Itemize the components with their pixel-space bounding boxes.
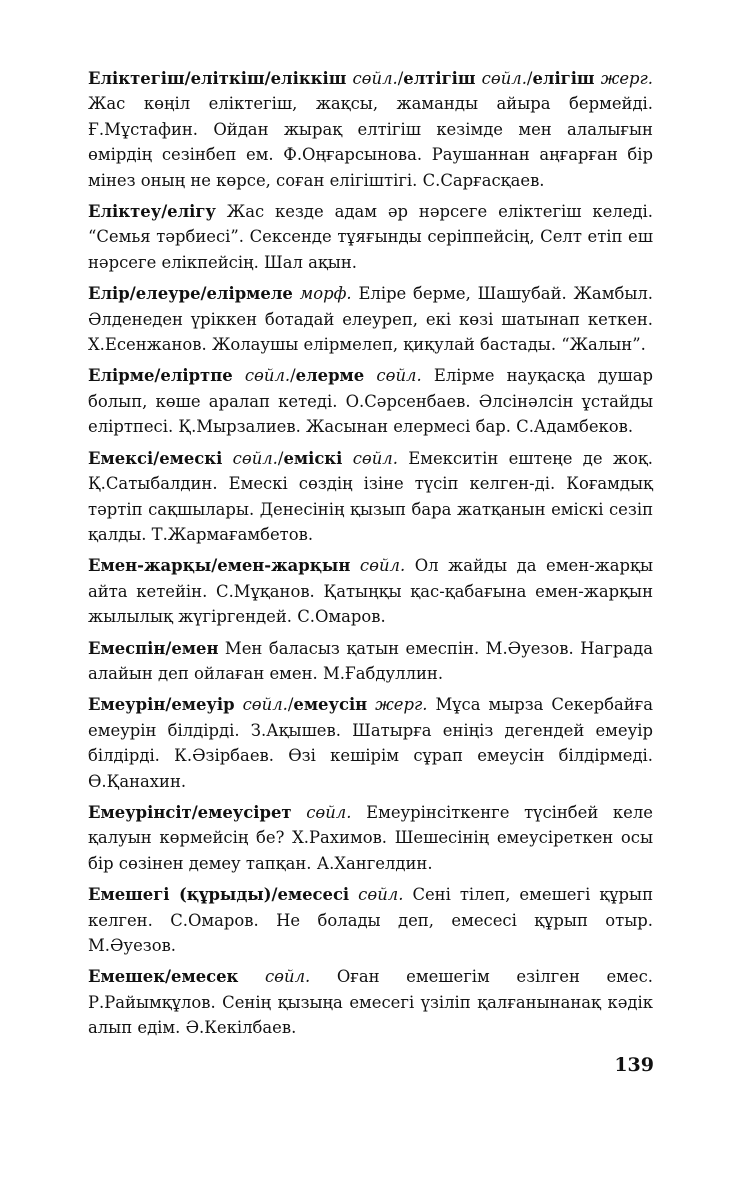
dictionary-entry	[88, 363, 653, 439]
dictionary-entry	[88, 882, 653, 958]
entry-text: /	[397, 69, 404, 88]
dictionary-entry	[88, 446, 653, 548]
usage-marker: сөйл.	[376, 366, 422, 386]
usage-marker: сөйл.	[242, 695, 288, 715]
headword: Еліктеу/елігу	[88, 202, 216, 222]
entry-text: Сені тілеп, емешегі құрып келген. С.Омаров. Не болады деп, емесесі құрып отыр. М.Әуезов.	[88, 885, 653, 955]
entry-text: /	[526, 69, 533, 88]
usage-marker: сөйл.	[481, 69, 527, 88]
dictionary-entry	[88, 636, 653, 687]
entry-text	[293, 284, 300, 303]
dictionary-entry	[88, 281, 653, 357]
dictionary-entry	[88, 800, 653, 876]
headword: елтігіш	[403, 69, 476, 88]
entry-text: Жас кезде адам әр нәрсеге еліктегіш келеді. “Семья тәрбиесі”. Сексенде тұяғынды серіппейсің, Селт етіп еш нәрсеге елікпейсің. Шал ақын.	[88, 202, 653, 272]
headword: Емеурінсіт/емеусірет	[88, 802, 292, 822]
headword: Емешегі (құрыды)/емесесі	[88, 885, 350, 905]
entry-text: Оған емешегім езілген емес. Р.Райымқұлов. Сенің қызыңа емесегі үзіліп қалғанынанақ кәдік алып едім. Ә.Кекілбаев.	[88, 967, 653, 1038]
dictionary-entry	[88, 553, 653, 629]
usage-marker: сөйл.	[358, 885, 404, 905]
usage-marker: сөйл.	[244, 366, 291, 386]
usage-marker: сөйл.	[264, 967, 311, 987]
headword: елерме	[295, 366, 365, 386]
entry-text: /	[277, 448, 284, 468]
entry-text	[364, 366, 376, 385]
headword: Емешек/емесек	[88, 967, 239, 987]
entry-text	[222, 449, 232, 468]
entry-text: /	[290, 366, 296, 386]
usage-marker: жерг.	[600, 69, 654, 88]
dictionary-entry	[88, 199, 653, 275]
usage-marker: сөйл.	[352, 448, 398, 468]
entry-text: Мұса мырза Секербайға емеурін білдірді. З.Ақышев. Шатырға еніңіз дегендей емеуір білдірді. К.Әзірбаев. Өзі кешірім сұрап емеусін білдірмеді. Ө.Қанахин.	[88, 695, 654, 791]
usage-marker: сөйл.	[306, 802, 352, 822]
usage-marker: морф.	[299, 284, 352, 304]
usage-marker: сөйл.	[352, 69, 398, 88]
entry-text	[367, 695, 375, 714]
entry-text	[350, 556, 360, 575]
entry-text	[235, 695, 243, 714]
headword: Еліктегіш/еліткіш/еліккіш	[88, 69, 347, 88]
page-number: 139	[614, 1054, 654, 1076]
headword: Елірме/еліртпе	[88, 366, 233, 386]
headword: Емен-жарқы/емен-жарқын	[88, 556, 351, 576]
entry-text	[233, 366, 245, 385]
entry-text	[292, 803, 307, 822]
headword: еміскі	[283, 448, 343, 468]
entry-text	[342, 449, 352, 468]
headword: елігіш	[532, 69, 595, 88]
headword: Емексі/емескі	[88, 448, 223, 468]
entry-text: Жас көңіл еліктегіш, жақсы, жаманды айыра бермейді. Ғ.Мұстафин. Ойдан жырақ елтігіш кезімде мен алалығын өмірдің сезінбеп ем. Ф.Оңғарсынова. Раушаннан аңғарған бір мінез оның не көрсе, соған елігіштігі. С.Сарғасқаев.	[88, 94, 653, 190]
usage-marker: сөйл.	[359, 556, 406, 576]
entry-text: Мен баласыз қатын емеспін. М.Әуезов. Наградa алайын деп ойлаған емен. М.Ғабдуллин.	[88, 638, 653, 683]
dictionary-entry	[88, 66, 653, 193]
entry-text: Емекситін ештеңе де жоқ. Қ.Сатыбалдин. Емескі сөздің ізіне түсіп келген-ді. Коғамдық тәртіп сақшылары. Денесінің қызып бара жатқанын еміскі сезіп қалды. Т.Жармағамбетов.	[88, 448, 653, 544]
usage-marker: жерг.	[375, 695, 428, 715]
entry-text	[238, 967, 265, 986]
headword: Емеурін/емеуір	[88, 695, 235, 715]
headword: Емеспін/емен	[88, 638, 219, 658]
entry-text: Емеурінсіткенге түсінбей келе қалуын көрмейсің бе? Х.Рахимов. Шешесінің емеусіреткен осы бір сөзінен демеу тапқан. А.Хангелдин.	[88, 802, 653, 873]
headword: Елір/елеуре/елірмеле	[88, 284, 293, 304]
entry-text: /	[287, 695, 294, 715]
dictionary-entry	[88, 964, 653, 1040]
usage-marker: сөйл.	[232, 448, 278, 468]
entry-text: Еліре берме, Шашубай. Жамбыл. Әлденеден үріккен ботадай елеуреп, екі көзі шатынап кеткен. Х.Есенжанов. Жолаушы елірмелеп, қиқулай бастады. “Жалын”.	[88, 284, 653, 355]
dictionary-text	[88, 66, 653, 1047]
entry-text: Ол жайды да емен-жарқы айта кетейін. С.Мұқанов. Қатыңқы қас-қабағына емен-жарқын жылылық жүгіргендей. С.Омаров.	[88, 556, 653, 627]
headword: емеусін	[293, 695, 368, 715]
entry-text: Елірме науқасқа душар болып, көше аралап кетеді. О.Сәрсенбаев. Әлсінәлсін ұстайды еліртпесі. Қ.Мырзалиев. Жасынан елермесі бар. С.Адамбеков.	[88, 366, 653, 437]
dictionary-entry	[88, 692, 653, 794]
entry-text	[349, 885, 358, 904]
